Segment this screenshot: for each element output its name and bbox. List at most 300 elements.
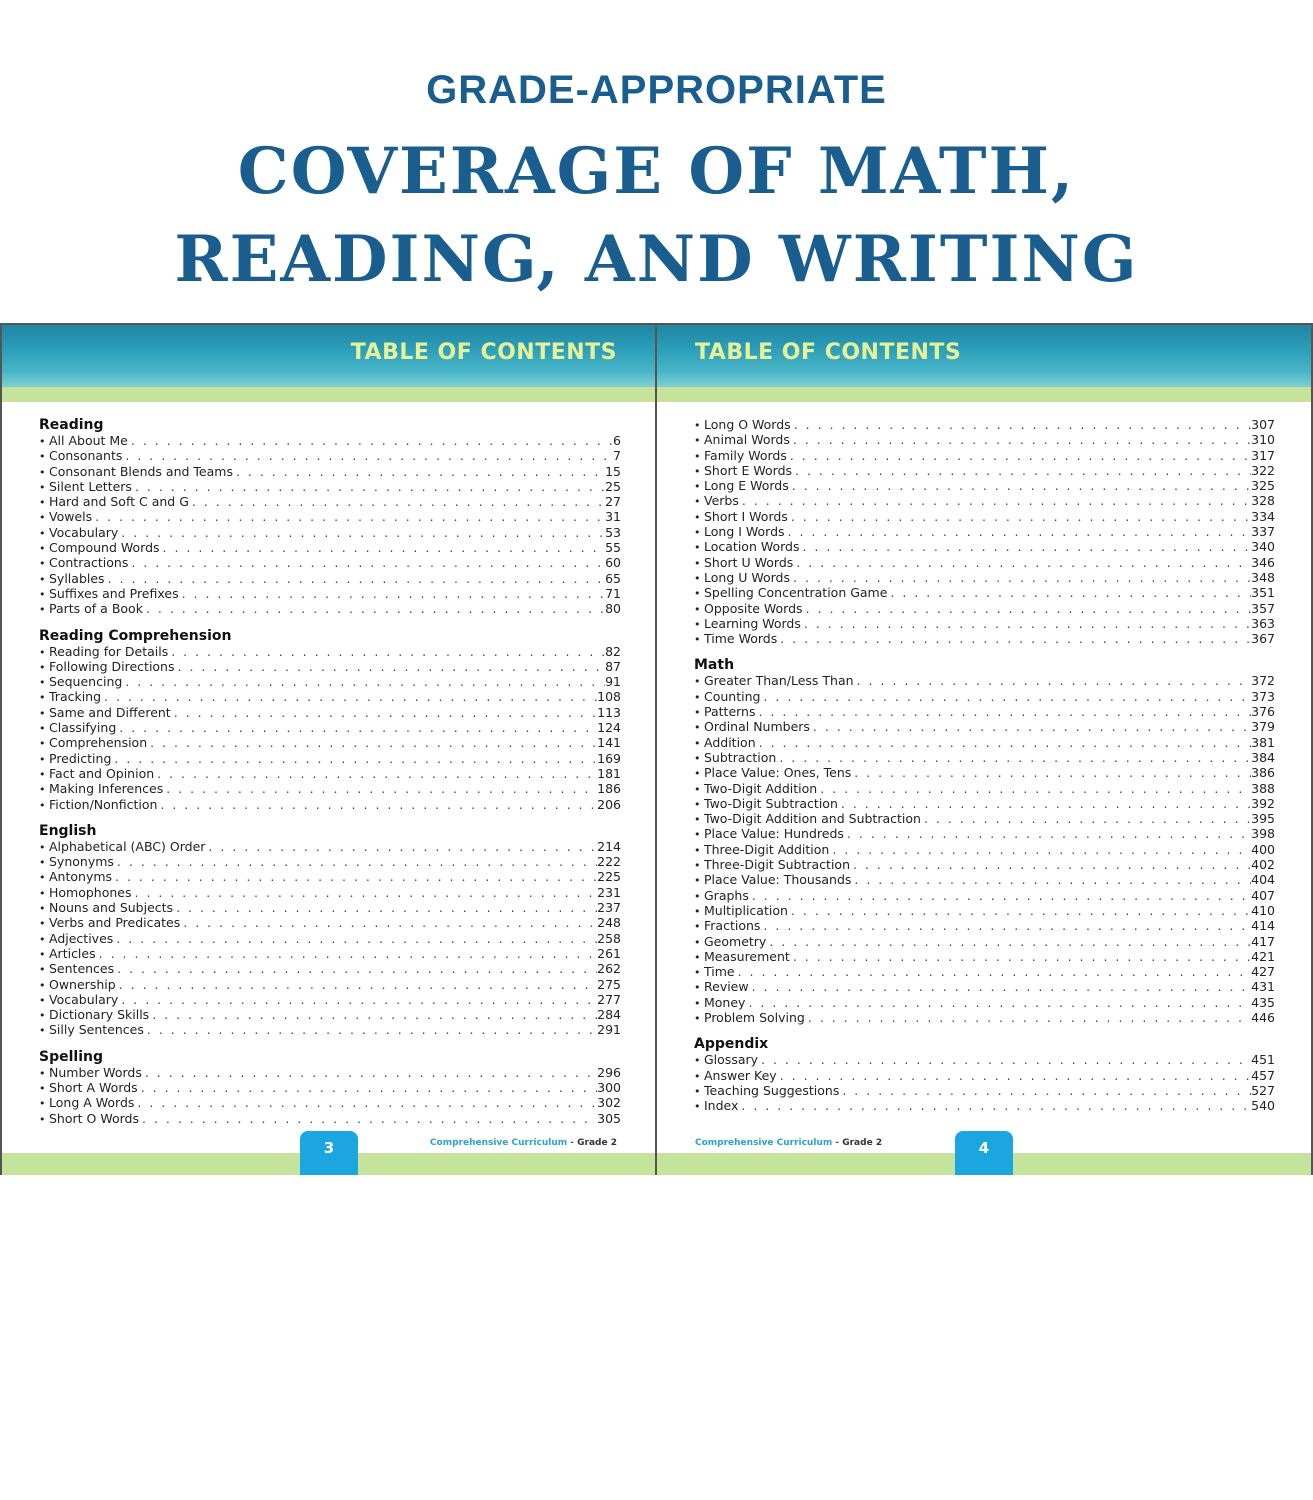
bullet-icon: • <box>694 751 701 765</box>
dot-leader <box>787 448 1251 463</box>
dot-leader <box>105 571 606 586</box>
entry-label: Animal Words <box>704 432 790 448</box>
dot-leader <box>189 494 605 509</box>
bullet-icon: • <box>694 874 701 888</box>
entry-label: Two-Digit Addition <box>704 780 818 796</box>
toc-entry <box>694 979 1275 994</box>
dot-leader <box>792 463 1251 478</box>
toc-entry <box>39 1065 621 1080</box>
entry-label: Learning Words <box>704 615 801 631</box>
entry-label: Parts of a Book <box>49 601 143 617</box>
toc-entry <box>39 900 621 915</box>
entry-page-number: 348 <box>1251 569 1275 585</box>
entry-label: Alphabetical (ABC) Order <box>49 838 206 854</box>
toc-entry <box>694 781 1275 796</box>
dot-leader <box>777 1068 1251 1083</box>
entry-page-number: 400 <box>1251 841 1275 857</box>
entry-page-number: 113 <box>597 704 621 720</box>
dot-leader <box>745 995 1251 1010</box>
toc-entry <box>39 1111 621 1126</box>
dot-leader <box>791 417 1251 432</box>
entry-label: Geometry <box>704 933 767 949</box>
entry-label: Tracking <box>49 689 102 705</box>
toc-entry <box>694 601 1275 616</box>
bullet-icon: • <box>694 419 701 432</box>
bullet-icon: • <box>39 840 46 854</box>
entry-label: Ownership <box>49 976 116 992</box>
toc-entry <box>694 478 1275 493</box>
toc-entry <box>39 946 621 961</box>
bullet-icon: • <box>694 782 701 796</box>
dot-leader <box>887 585 1251 600</box>
dot-leader <box>144 1022 597 1037</box>
entry-page-number: 363 <box>1251 615 1275 631</box>
bullet-icon: • <box>694 797 701 811</box>
bullet-icon: • <box>39 886 46 900</box>
toc-entry <box>39 977 621 992</box>
bullet-icon: • <box>39 1066 46 1080</box>
entry-page-number: 71 <box>605 585 621 601</box>
entry-page-number: 248 <box>597 915 621 931</box>
entry-label: Place Value: Thousands <box>704 872 852 888</box>
bullet-icon: • <box>39 450 46 464</box>
bullet-icon: • <box>39 511 46 525</box>
dot-leader <box>180 915 597 930</box>
entry-page-number: 169 <box>597 750 621 766</box>
entry-label: Consonants <box>49 448 123 464</box>
entry-page-number: 186 <box>597 781 621 797</box>
entry-label: Two-Digit Subtraction <box>704 795 838 811</box>
entry-label: Family Words <box>704 447 787 463</box>
toc-entry <box>694 1010 1275 1025</box>
entry-label: Reading for Details <box>49 643 169 659</box>
bullet-icon: • <box>694 1054 701 1068</box>
dot-leader <box>134 1095 597 1110</box>
entry-label: Articles <box>49 945 96 961</box>
toc-entry <box>694 673 1275 688</box>
toc-entry <box>39 1080 621 1095</box>
bullet-icon: • <box>39 932 46 946</box>
page-number-tab: 4 <box>955 1131 1013 1175</box>
entry-label: Spelling Concentration Game <box>704 585 888 601</box>
footer-separator: - <box>835 1138 840 1148</box>
entry-label: Adjectives <box>49 930 114 946</box>
entry-page-number: 231 <box>597 884 621 900</box>
page-footer <box>695 1138 882 1148</box>
entry-label: Classifying <box>49 720 117 736</box>
entry-page-number: 181 <box>597 765 621 781</box>
toc-entry <box>39 720 621 735</box>
bullet-icon: • <box>39 603 46 617</box>
bullet-icon: • <box>39 557 46 571</box>
bullet-icon: • <box>694 633 701 647</box>
dot-leader <box>173 900 597 915</box>
dot-leader <box>205 839 597 854</box>
footer-separator: - <box>570 1138 575 1148</box>
dot-leader <box>803 601 1252 616</box>
entry-label: Vowels <box>49 509 93 525</box>
dot-leader <box>138 1080 597 1095</box>
toc-section <box>39 417 621 617</box>
entry-label: Money <box>704 994 746 1010</box>
hero-title-line-1: COVERAGE OF MATH, <box>237 134 1076 209</box>
bullet-icon: • <box>694 950 701 964</box>
toc-entry <box>39 479 621 494</box>
footer-grade: Grade 2 <box>577 1138 617 1148</box>
toc-entry <box>39 885 621 900</box>
toc-entry <box>694 995 1275 1010</box>
toc-entry <box>39 494 621 509</box>
toc-entry <box>39 448 621 463</box>
dot-leader <box>92 509 605 524</box>
bullet-icon: • <box>694 813 701 827</box>
dot-leader <box>790 949 1251 964</box>
dot-leader <box>817 781 1251 796</box>
toc-entry <box>39 766 621 781</box>
entry-label: Compound Words <box>49 540 160 556</box>
entry-label: Answer Key <box>704 1067 777 1083</box>
toc-entry <box>694 1068 1275 1083</box>
dot-leader <box>111 751 597 766</box>
entry-page-number: 457 <box>1251 1067 1275 1083</box>
entry-page-number: 87 <box>605 658 621 674</box>
toc-entry <box>39 992 621 1007</box>
bullet-icon: • <box>39 542 46 556</box>
bullet-icon: • <box>694 449 701 463</box>
entry-label: Predicting <box>49 750 112 766</box>
dot-leader <box>132 479 605 494</box>
entry-page-number: 386 <box>1251 765 1275 781</box>
dot-leader <box>168 644 605 659</box>
toc-entry <box>694 585 1275 600</box>
entry-page-number: 417 <box>1251 933 1275 949</box>
bullet-icon: • <box>39 1009 46 1023</box>
entry-page-number: 222 <box>597 854 621 870</box>
dot-leader <box>118 992 597 1007</box>
dot-leader <box>760 918 1251 933</box>
toc-entry <box>694 872 1275 887</box>
dot-leader <box>122 448 613 463</box>
dot-leader <box>790 432 1251 447</box>
bullet-icon: • <box>694 935 701 949</box>
entry-page-number: 15 <box>605 463 621 479</box>
toc-entry <box>694 964 1275 979</box>
entry-label: Suffixes and Prefixes <box>49 585 179 601</box>
dot-leader <box>854 673 1252 688</box>
toc-entry <box>694 448 1275 463</box>
dot-leader <box>921 811 1251 826</box>
entry-page-number: 302 <box>597 1095 621 1111</box>
dot-leader <box>147 735 597 750</box>
bullet-icon: • <box>694 966 701 980</box>
section-heading: Appendix <box>694 1036 769 1053</box>
entry-label: Vocabulary <box>49 524 119 540</box>
dot-leader <box>132 885 598 900</box>
entry-page-number: 27 <box>605 494 621 510</box>
dot-leader <box>142 1065 597 1080</box>
bullet-icon: • <box>694 1084 701 1098</box>
toc-entry <box>694 1083 1275 1098</box>
toc-entry <box>694 842 1275 857</box>
toc-entry <box>694 417 1275 432</box>
toc-entry <box>39 586 621 601</box>
entry-page-number: 65 <box>605 570 621 586</box>
dot-leader <box>760 689 1251 704</box>
dot-leader <box>777 631 1251 646</box>
bullet-icon: • <box>39 1097 46 1111</box>
entry-label: Dictionary Skills <box>49 1007 150 1023</box>
toc-entry <box>694 524 1275 539</box>
entry-label: Short E Words <box>704 462 793 478</box>
entry-page-number: 346 <box>1251 554 1275 570</box>
toc-entry <box>694 539 1275 554</box>
entry-page-number: 225 <box>597 869 621 885</box>
dot-leader <box>233 464 605 479</box>
toc-entry <box>694 1098 1275 1113</box>
bullet-icon: • <box>39 798 46 812</box>
dot-leader <box>114 854 597 869</box>
entry-label: Three-Digit Addition <box>704 841 830 857</box>
toc-section <box>694 657 1275 1025</box>
dot-leader <box>838 796 1251 811</box>
entry-page-number: 427 <box>1251 964 1275 980</box>
dot-leader <box>739 493 1251 508</box>
entry-page-number: 395 <box>1251 811 1275 827</box>
bullet-icon: • <box>39 993 46 1007</box>
dot-leader <box>851 872 1251 887</box>
bullet-icon: • <box>694 587 701 601</box>
entry-page-number: 325 <box>1251 478 1275 494</box>
toc-entry <box>694 432 1275 447</box>
entry-label: Subtraction <box>704 749 777 765</box>
bullet-icon: • <box>39 1112 46 1126</box>
dot-leader <box>788 903 1251 918</box>
bullet-icon: • <box>694 736 701 750</box>
entry-label: Silly Sentences <box>49 1022 144 1038</box>
bullet-icon: • <box>39 526 46 540</box>
dot-leader <box>749 888 1251 903</box>
entry-label: Nouns and Subjects <box>49 900 174 916</box>
dot-leader <box>851 765 1251 780</box>
entry-label: Following Directions <box>49 658 175 674</box>
entry-page-number: 80 <box>605 601 621 617</box>
dot-leader <box>101 689 597 704</box>
toc-section <box>694 1036 1275 1113</box>
toc-section <box>694 417 1275 646</box>
dot-leader <box>850 857 1251 872</box>
entry-label: Silent Letters <box>49 478 132 494</box>
entry-label: Long I Words <box>704 524 785 540</box>
entry-label: Location Words <box>704 539 800 555</box>
entry-page-number: 206 <box>597 796 621 812</box>
bullet-icon: • <box>39 480 46 494</box>
entry-label: Short O Words <box>49 1110 139 1126</box>
entry-label: Counting <box>704 688 761 704</box>
page-footer <box>430 1138 617 1148</box>
entry-page-number: 284 <box>597 1007 621 1023</box>
bullet-icon: • <box>39 706 46 720</box>
entry-label: Antonyms <box>49 869 113 885</box>
entry-page-number: 141 <box>597 735 621 751</box>
entry-label: Short A Words <box>49 1079 138 1095</box>
toc-entry <box>39 1022 621 1037</box>
toc-entry <box>39 659 621 674</box>
dot-leader <box>122 674 605 689</box>
section-heading: Reading Comprehension <box>39 627 232 644</box>
bullet-icon: • <box>694 981 701 995</box>
right-page <box>656 325 1313 1175</box>
bullet-icon: • <box>39 722 46 736</box>
entry-label: Time <box>704 964 735 980</box>
entry-page-number: 214 <box>597 838 621 854</box>
footer-brand: Comprehensive Curriculum <box>429 1138 568 1148</box>
header-stripe <box>657 387 1311 402</box>
bullet-icon: • <box>694 571 701 585</box>
toc-entry <box>694 555 1275 570</box>
book-spread <box>0 323 1313 1175</box>
entry-page-number: 392 <box>1251 795 1275 811</box>
entry-label: Vocabulary <box>49 991 119 1007</box>
bullet-icon: • <box>694 675 701 689</box>
dot-leader <box>789 478 1251 493</box>
dot-leader <box>128 433 613 448</box>
toc-entry <box>39 869 621 884</box>
dot-leader <box>118 525 605 540</box>
toc-section <box>39 628 621 812</box>
toc-entry <box>39 839 621 854</box>
entry-page-number: 376 <box>1251 704 1275 720</box>
entry-label: Ordinal Numbers <box>704 719 810 735</box>
bullet-icon: • <box>694 904 701 918</box>
entry-label: Short I Words <box>704 508 788 524</box>
bullet-icon: • <box>694 526 701 540</box>
entry-page-number: 446 <box>1251 1009 1275 1025</box>
dot-leader <box>116 977 597 992</box>
bullet-icon: • <box>694 1069 701 1083</box>
dot-leader <box>839 1083 1251 1098</box>
entry-label: Sentences <box>49 961 115 977</box>
toc-entry <box>39 644 621 659</box>
toc-entry <box>39 931 621 946</box>
entry-page-number: 381 <box>1251 734 1275 750</box>
entry-page-number: 124 <box>597 720 621 736</box>
entry-page-number: 277 <box>597 991 621 1007</box>
entry-label: Opposite Words <box>704 600 803 616</box>
bullet-icon: • <box>694 706 701 720</box>
bullet-icon: • <box>39 676 46 690</box>
dot-leader <box>766 934 1251 949</box>
toc-entry <box>694 1052 1275 1067</box>
dot-leader <box>179 586 606 601</box>
entry-page-number: 328 <box>1251 493 1275 509</box>
bullet-icon: • <box>694 602 701 616</box>
entry-page-number: 421 <box>1251 948 1275 964</box>
entry-page-number: 337 <box>1251 524 1275 540</box>
entry-page-number: 261 <box>597 945 621 961</box>
entry-label: Patterns <box>704 704 756 720</box>
entry-page-number: 25 <box>605 478 621 494</box>
dot-leader <box>755 704 1251 719</box>
dot-leader <box>829 842 1251 857</box>
bullet-icon: • <box>694 690 701 704</box>
section-heading: Reading <box>39 417 104 433</box>
entry-page-number: 404 <box>1251 872 1275 888</box>
dot-leader <box>163 781 597 796</box>
entry-label: Long E Words <box>704 478 789 494</box>
toc-entry <box>39 854 621 869</box>
entry-label: Index <box>704 1098 739 1114</box>
toc-entry <box>39 571 621 586</box>
entry-label: Teaching Suggestions <box>704 1082 840 1098</box>
toc-entry <box>694 689 1275 704</box>
entry-page-number: 367 <box>1251 631 1275 647</box>
toc-entry <box>39 525 621 540</box>
toc-entry <box>694 509 1275 524</box>
toc-entry <box>694 796 1275 811</box>
bullet-icon: • <box>39 660 46 674</box>
entry-label: Measurement <box>704 948 790 964</box>
entry-label: Consonant Blends and Teams <box>49 463 233 479</box>
bullet-icon: • <box>39 645 46 659</box>
section-heading: English <box>39 822 97 839</box>
dot-leader <box>844 826 1251 841</box>
header-stripe <box>2 387 655 402</box>
entry-page-number: 237 <box>597 900 621 916</box>
bullet-icon: • <box>694 480 701 494</box>
toc-entry <box>694 918 1275 933</box>
entry-page-number: 334 <box>1251 508 1275 524</box>
entry-page-number: 372 <box>1251 673 1275 689</box>
bullet-icon: • <box>694 464 701 478</box>
bullet-icon: • <box>39 1081 46 1095</box>
dot-leader <box>175 659 606 674</box>
entry-page-number: 7 <box>613 448 621 464</box>
toc-entry <box>39 601 621 616</box>
toc-entry <box>39 464 621 479</box>
toc-entry <box>694 616 1275 631</box>
bullet-icon: • <box>39 587 46 601</box>
dot-leader <box>157 797 597 812</box>
bullet-icon: • <box>39 902 46 916</box>
toc-list <box>694 417 1275 1124</box>
dot-leader <box>114 961 597 976</box>
bullet-icon: • <box>694 1011 701 1025</box>
entry-page-number: 296 <box>597 1064 621 1080</box>
dot-leader <box>785 524 1252 539</box>
bullet-icon: • <box>39 783 46 797</box>
entry-label: Comprehension <box>49 735 148 751</box>
dot-leader <box>113 931 597 946</box>
left-page <box>0 325 656 1175</box>
entry-label: Hard and Soft C and G <box>49 494 189 510</box>
bullet-icon: • <box>694 767 701 781</box>
entry-label: Fractions <box>704 918 761 934</box>
bullet-icon: • <box>694 556 701 570</box>
dot-leader <box>171 705 597 720</box>
entry-page-number: 351 <box>1251 585 1275 601</box>
entry-label: Problem Solving <box>704 1009 805 1025</box>
toc-entry <box>694 765 1275 780</box>
toc-section <box>39 1049 621 1126</box>
dot-leader <box>805 1010 1251 1025</box>
bullet-icon: • <box>39 752 46 766</box>
dot-leader <box>139 1111 597 1126</box>
toc-entry <box>694 903 1275 918</box>
entry-label: Fact and Opinion <box>49 765 155 781</box>
entry-label: Long A Words <box>49 1095 135 1111</box>
toc-entry <box>694 750 1275 765</box>
bullet-icon: • <box>694 996 701 1010</box>
